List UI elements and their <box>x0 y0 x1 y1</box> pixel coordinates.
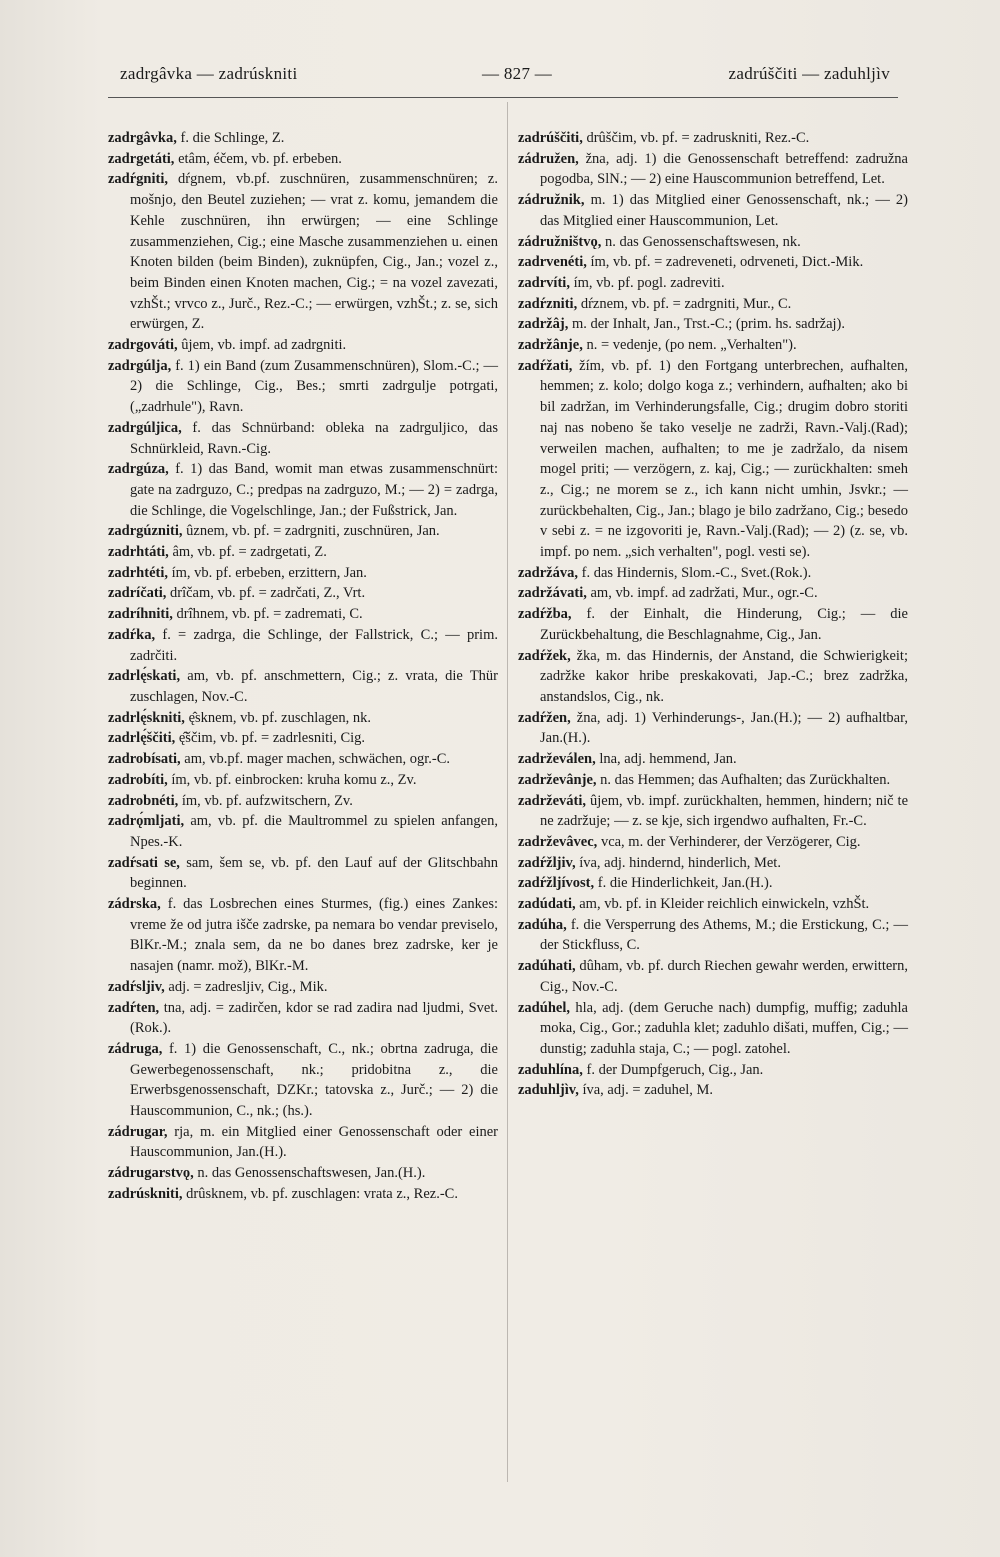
entry-headword: zádrska, <box>108 896 161 913</box>
entry-definition: drûsknem, vb. pf. zuschlagen: vrata z., Rez.-C. <box>182 1185 458 1202</box>
header-left-guide-words: zadrgâvka — zadrúskniti <box>120 64 298 83</box>
entry-headword: zádružnik, <box>518 192 585 209</box>
entry-headword: zadrlę́skniti, <box>108 709 185 726</box>
entry-definition: f. die Hinderlichkeit, Jan.(H.). <box>594 875 773 892</box>
entry-headword: zadrgúljica, <box>108 419 182 436</box>
entry-headword: zadrževâvec, <box>518 833 598 850</box>
entry-definition: n. das Hemmen; das Aufhalten; das Zurückhalten. <box>596 771 891 788</box>
entry-headword: zadržávati, <box>518 585 587 602</box>
entry-headword: zadúdati, <box>518 896 576 913</box>
entry-headword: zadŕgniti, <box>108 171 169 188</box>
entry-definition: f. die Schlinge, Z. <box>176 130 285 146</box>
entry-headword: zadŕžen, <box>518 709 571 726</box>
entry-headword: zadrúskniti, <box>108 1185 183 1202</box>
entry-definition: ûznem, vb. pf. = zadrgniti, zuschnüren, Jan. <box>182 523 440 540</box>
column-divider <box>507 102 508 1482</box>
entry-headword: zadrževânje, <box>518 771 597 788</box>
dictionary-entry <box>108 977 498 998</box>
dictionary-entry <box>108 149 498 170</box>
entry-definition: am, vb. pf. in Kleider reichlich einwickeln, vzhŠt. <box>575 896 870 913</box>
entry-definition: dŕgnem, vb.pf. zuschnüren, zusammenschnüren; z. mošnjo, den Beutel zuziehen; — vrat z. komu, jemandem die Kehle zuschnüren, ihn erwürgen; — eine Schlinge zusammenziehen, Cig.; eine Masche zusammenziehen u. einen Knoten bilden (beim Binden), zuknüpfen, Cig., Jan.; vozel z., beim Binden einen Knoten machen, Cig.; = na vozel zavezati, vzhŠt.; vrvco z., Jurč., Rez.-C.; — erwürgen, vzhŠt.; z. se, sich erwürgen, Z. <box>130 171 498 333</box>
dictionary-entry <box>108 811 498 852</box>
header-rule <box>108 97 898 98</box>
entry-headword: zadrgâvka, <box>108 130 177 146</box>
entry-definition: m. 1) das Mitglied einer Genossenschaft, nk.; — 2) das Mitglied einer Hauscommunion, Let. <box>540 192 908 229</box>
entry-headword: zadŕžljívost, <box>518 875 595 892</box>
entry-headword: zádrugarstvǫ, <box>108 1165 194 1182</box>
entry-definition: ím, vb. pf. pogl. zadreviti. <box>569 274 725 291</box>
entry-headword: zadŕsljiv, <box>108 978 165 995</box>
entry-definition: ę̂sknem, vb. pf. zuschlagen, nk. <box>184 709 371 726</box>
dictionary-entry <box>108 666 498 707</box>
entry-definition: etâm, éčem, vb. pf. erbeben. <box>174 150 342 167</box>
dictionary-entry <box>518 273 908 294</box>
dictionary-entry <box>518 232 908 253</box>
entry-definition: f. der Dumpfgeruch, Cig., Jan. <box>582 1061 764 1078</box>
dictionary-entry <box>518 832 908 853</box>
dictionary-entry <box>518 1080 908 1101</box>
dictionary-entry <box>518 646 908 708</box>
entry-headword: zadrlę́ščiti, <box>108 730 176 747</box>
dictionary-entry <box>518 998 908 1060</box>
dictionary-entry <box>518 149 908 190</box>
entry-headword: zadrobíti, <box>108 771 168 788</box>
entry-definition: am, vb. impf. ad zadržati, Mur., ogr.-C. <box>586 585 818 602</box>
entry-definition: ím, vb. pf. erbeben, erzittern, Jan. <box>168 564 367 581</box>
entry-headword: zadrgúza, <box>108 461 169 478</box>
left-column <box>108 128 498 1205</box>
entry-definition: f. der Einhalt, die Hinderung, Cig.; — die Zurückbehaltung, die Beschlagnahme, Cig., Jan. <box>540 606 908 643</box>
entry-headword: zadŕžba, <box>518 606 572 623</box>
entry-headword: zádružen, <box>518 150 579 167</box>
entry-headword: zadúhati, <box>518 958 576 975</box>
entry-definition: am, vb.pf. mager machen, schwächen, ogr.-C. <box>180 751 451 768</box>
entry-definition: f. 1) die Genossenschaft, C., nk.; obrtna zadruga, die Gewerbegenossenschaft, nk.; pridobitna z., die Erwerbsgenossenschaft, DZKr.; tatovska z., Jurč.; — 2) die Hauscommunion, C., nk.; (hs.). <box>130 1040 498 1120</box>
entry-headword: zadúhel, <box>518 999 570 1016</box>
entry-definition: n. das Genossenschaftswesen, Jan.(H.). <box>193 1165 426 1182</box>
entry-definition: ûjem, vb. impf. ad zadrgniti. <box>177 337 347 354</box>
dictionary-entry <box>518 873 908 894</box>
entry-headword: zádrugar, <box>108 1123 168 1140</box>
dictionary-entry <box>108 128 498 149</box>
entry-definition: am, vb. pf. die Maultrommel zu spielen anfangen, Npes.-K. <box>130 813 498 850</box>
entry-definition: m. der Inhalt, Jan., Trst.-C.; (prim. hs. sadržaj). <box>568 316 846 333</box>
entry-headword: zadržânje, <box>518 337 583 354</box>
entry-headword: zadrlę́skati, <box>108 668 181 685</box>
entry-headword: zádruga, <box>108 1040 163 1057</box>
dictionary-entry <box>518 583 908 604</box>
dictionary-entry <box>108 728 498 749</box>
entry-headword: zadúha, <box>518 916 567 933</box>
header-right-guide-words: zadrúščiti — zaduhljìv <box>728 64 890 83</box>
dictionary-entry <box>108 459 498 521</box>
dictionary-entry <box>108 335 498 356</box>
dictionary-entry <box>518 252 908 273</box>
entry-definition: rja, m. ein Mitglied einer Genossenschaft oder einer Hauscommunion, Jan.(H.). <box>130 1123 498 1161</box>
entry-headword: zádružništvǫ, <box>518 233 602 250</box>
entry-headword: zadríhniti, <box>108 606 173 623</box>
dictionary-entry <box>108 356 498 418</box>
entry-definition: lna, adj. hemmend, Jan. <box>595 751 737 768</box>
entry-definition: žna, adj. 1) die Genossenschaft betreffend: zadružna pogodba, SlN.; — 2) eine Hauscommunion betreffend, Let. <box>540 150 908 188</box>
dictionary-entry <box>108 583 498 604</box>
dictionary-entry <box>518 749 908 770</box>
entry-definition: žna, adj. 1) Verhinderungs-, Jan.(H.); — 2) aufhaltbar, Jan.(H.). <box>540 709 908 747</box>
right-column <box>518 128 908 1101</box>
entry-definition: žka, m. das Hindernis, der Anstand, die Schwierigkeit; zadržke kakor hribe preskakovati, Jap.-C.; brez zadržka, anstandslos, Cig., nk. <box>540 647 908 705</box>
dictionary-entry <box>108 1184 498 1205</box>
entry-headword: zaduhljìv, <box>518 1082 579 1099</box>
entry-definition: f. das Schnürband: obleka na zadrguljico, das Schnürkleid, Ravn.-Cig. <box>130 419 498 457</box>
entry-definition: ûjem, vb. impf. zurückhalten, hemmen, hindern; nič te ne zadržuje; — z. se kje, sich irgendwo aufhalten, Fr.-C. <box>540 792 908 830</box>
entry-definition: f. das Losbrechen eines Sturmes, (fig.) eines Zankes: vreme že od jutra išče zadrske, pa nemara bo vendar previselo, BlKr.-M.; znala sem, da ne bo danes brez zadrske, ker je nasajen (namr. mož), BlKr.-M. <box>130 896 498 975</box>
entry-definition: ím, vb. pf. aufzwitschern, Zv. <box>178 792 353 809</box>
entry-headword: zaduhlína, <box>518 1061 583 1078</box>
dictionary-entry <box>518 604 908 645</box>
dictionary-entry <box>108 749 498 770</box>
entry-headword: zadrgováti, <box>108 337 178 354</box>
dictionary-entry <box>518 335 908 356</box>
entry-headword: zadržáva, <box>518 564 578 581</box>
entry-definition: sam, šem se, vb. pf. den Lauf auf der Glitschbahn beginnen. <box>130 854 498 892</box>
entry-definition: âm, vb. pf. = zadrgetati, Z. <box>168 544 327 561</box>
entry-headword: zadŕžati, <box>518 357 573 374</box>
entry-definition: drûščim, vb. pf. = zadruskniti, Rez.-C. <box>582 130 810 146</box>
dictionary-entry <box>518 190 908 231</box>
dictionary-entry <box>108 708 498 729</box>
entry-headword: zadŕka, <box>108 626 156 643</box>
dictionary-entry <box>108 1122 498 1163</box>
entry-headword: zadrgetáti, <box>108 150 175 167</box>
dictionary-entry <box>108 625 498 666</box>
entry-definition: dŕznem, vb. pf. = zadrgniti, Mur., C. <box>577 295 792 312</box>
entry-definition: žím, vb. pf. 1) den Fortgang unterbrechen, aufhalten, hemmen; z. kolo; dolgo koga z.; verhindern, aufhalten; ako bi bil zadržan, im Verhinderungsfalle, Cig.; drugim dobro storiti naj nas nobeno še tako veselje ne zadrži, Ravn.-Valj.(Rad); verweilen machen, aufhalten; to me je zadržalo, da nisem mogel priti; — verzögern, z. kaj, Cig.; — zurückhalten: smeh z., Cig.; ne morem se z., ich kann nicht umhin, Jsvkr.; — zurückbehalten, Cig., Jan.; blago je bilo zadržano, Cig.; besedo v sebi z. = ne izgovoriti je, Ravn.-Valj.(Rad); — 2) (z. se, vb. impf. po nem. „sich verhalten", pogl. vesti se). <box>540 357 908 561</box>
page-header <box>100 60 900 90</box>
entry-headword: zadrhtáti, <box>108 544 169 561</box>
dictionary-entry <box>108 1039 498 1122</box>
dictionary-entry <box>518 853 908 874</box>
entry-definition: f. 1) das Band, womit man etwas zusammenschnürt: gate na zadrguzo, C.; predpas na zadrguzo, M.; — 2) = zadrga, die Schlinge, die Vogelschlinge, Jan.; der Fußstrick, Jan. <box>130 461 498 519</box>
entry-definition: drîčam, vb. pf. = zadrčati, Z., Vrt. <box>166 585 366 602</box>
entry-definition: f. = zadrga, die Schlinge, der Fallstrick, C.; — prim. zadrčiti. <box>130 626 498 664</box>
dictionary-entry <box>518 314 908 335</box>
dictionary-entry <box>518 956 908 997</box>
dictionary-entry <box>108 169 498 335</box>
entry-headword: zadŕžljiv, <box>518 854 576 871</box>
dictionary-entry <box>518 563 908 584</box>
dictionary-entry <box>108 542 498 563</box>
dictionary-entry <box>108 521 498 542</box>
entry-definition: f. das Hindernis, Slom.-C., Svet.(Rok.). <box>578 564 812 581</box>
entry-definition: adj. = zadresljiv, Cig., Mik. <box>164 978 328 995</box>
entry-definition: dûham, vb. pf. durch Riechen gewahr werden, erwittern, Cig., Nov.-C. <box>540 958 908 995</box>
entry-definition: íva, adj. hindernd, hinderlich, Met. <box>575 854 781 871</box>
entry-headword: zadrgúlja, <box>108 357 172 374</box>
entry-definition: íva, adj. = zaduhel, M. <box>578 1082 714 1099</box>
dictionary-entry <box>108 1163 498 1184</box>
entry-headword: zadrǫ́mljati, <box>108 813 185 830</box>
entry-definition: ím, vb. pf. = zadreveneti, odrveneti, Dict.-Mik. <box>586 254 864 271</box>
entry-headword: zadŕten, <box>108 999 160 1016</box>
dictionary-entry <box>518 1060 908 1081</box>
dictionary-entry <box>518 128 908 149</box>
entry-definition: vca, m. der Verhinderer, der Verzögerer, Cig. <box>597 833 861 850</box>
dictionary-entry <box>108 604 498 625</box>
entry-headword: zadrževálen, <box>518 751 596 768</box>
dictionary-entry <box>518 770 908 791</box>
dictionary-entry <box>518 894 908 915</box>
entry-definition: hla, adj. (dem Geruche nach) dumpfig, muffig; zaduhla moka, Cig., Gor.; zaduhla klet; zaduhlo dišati, muffen, Cig.; — dunstig; zaduhla staja, C.; — pogl. zatohel. <box>540 999 908 1057</box>
dictionary-entry <box>518 791 908 832</box>
entry-headword: zadrobísati, <box>108 751 181 768</box>
dictionary-entry <box>108 998 498 1039</box>
entry-definition: n. = vedenje, (po nem. „Verhalten"). <box>582 337 797 354</box>
entry-definition: am, vb. pf. anschmettern, Cig.; z. vrata, die Thür zuschlagen, Nov.-C. <box>130 668 498 705</box>
dictionary-entry <box>108 853 498 894</box>
entry-headword: zadrvenéti, <box>518 254 587 271</box>
dictionary-entry <box>108 894 498 977</box>
entry-headword: zadrúščiti, <box>518 130 583 146</box>
entry-headword: zadrževáti, <box>518 792 587 809</box>
entry-headword: zadrgúzniti, <box>108 523 183 540</box>
entry-headword: zadrvíti, <box>518 274 570 291</box>
entry-headword: zadrhtéti, <box>108 564 168 581</box>
page-number: — 827 — <box>482 64 553 83</box>
dictionary-entry <box>518 708 908 749</box>
entry-definition: f. 1) ein Band (zum Zusammenschnüren), Slom.-C.; — 2) die Schlinge, Cig., Bes.; smrti zadrgulje potrgati, („zadrhule"), Ravn. <box>130 357 498 416</box>
dictionary-entry <box>108 791 498 812</box>
entry-definition: tna, adj. = zadirčen, kdor se rad zadira nad ljudmi, Svet.(Rok.). <box>130 999 498 1037</box>
entry-headword: zadrobnéti, <box>108 792 179 809</box>
entry-definition: drîhnem, vb. pf. = zadremati, C. <box>172 606 363 623</box>
entry-headword: zadŕzniti, <box>518 295 578 312</box>
dictionary-entry <box>108 770 498 791</box>
entry-definition: n. das Genossenschaftswesen, nk. <box>601 233 801 250</box>
dictionary-entry <box>518 915 908 956</box>
entry-definition: ím, vb. pf. einbrocken: kruha komu z., Zv. <box>167 771 417 788</box>
entry-headword: zadríčati, <box>108 585 167 602</box>
entry-headword: zadŕžek, <box>518 647 571 664</box>
dictionary-entry <box>518 294 908 315</box>
dictionary-entry <box>108 418 498 459</box>
entry-headword: zadŕsati se, <box>108 854 180 871</box>
entry-definition: ę̂ščim, vb. pf. = zadrlesniti, Cig. <box>175 730 366 747</box>
entry-headword: zadržâj, <box>518 316 569 333</box>
dictionary-entry <box>108 563 498 584</box>
dictionary-entry <box>518 356 908 563</box>
entry-definition: f. die Versperrung des Athems, M.; die Erstickung, C.; — der Stickfluss, C. <box>540 916 908 954</box>
